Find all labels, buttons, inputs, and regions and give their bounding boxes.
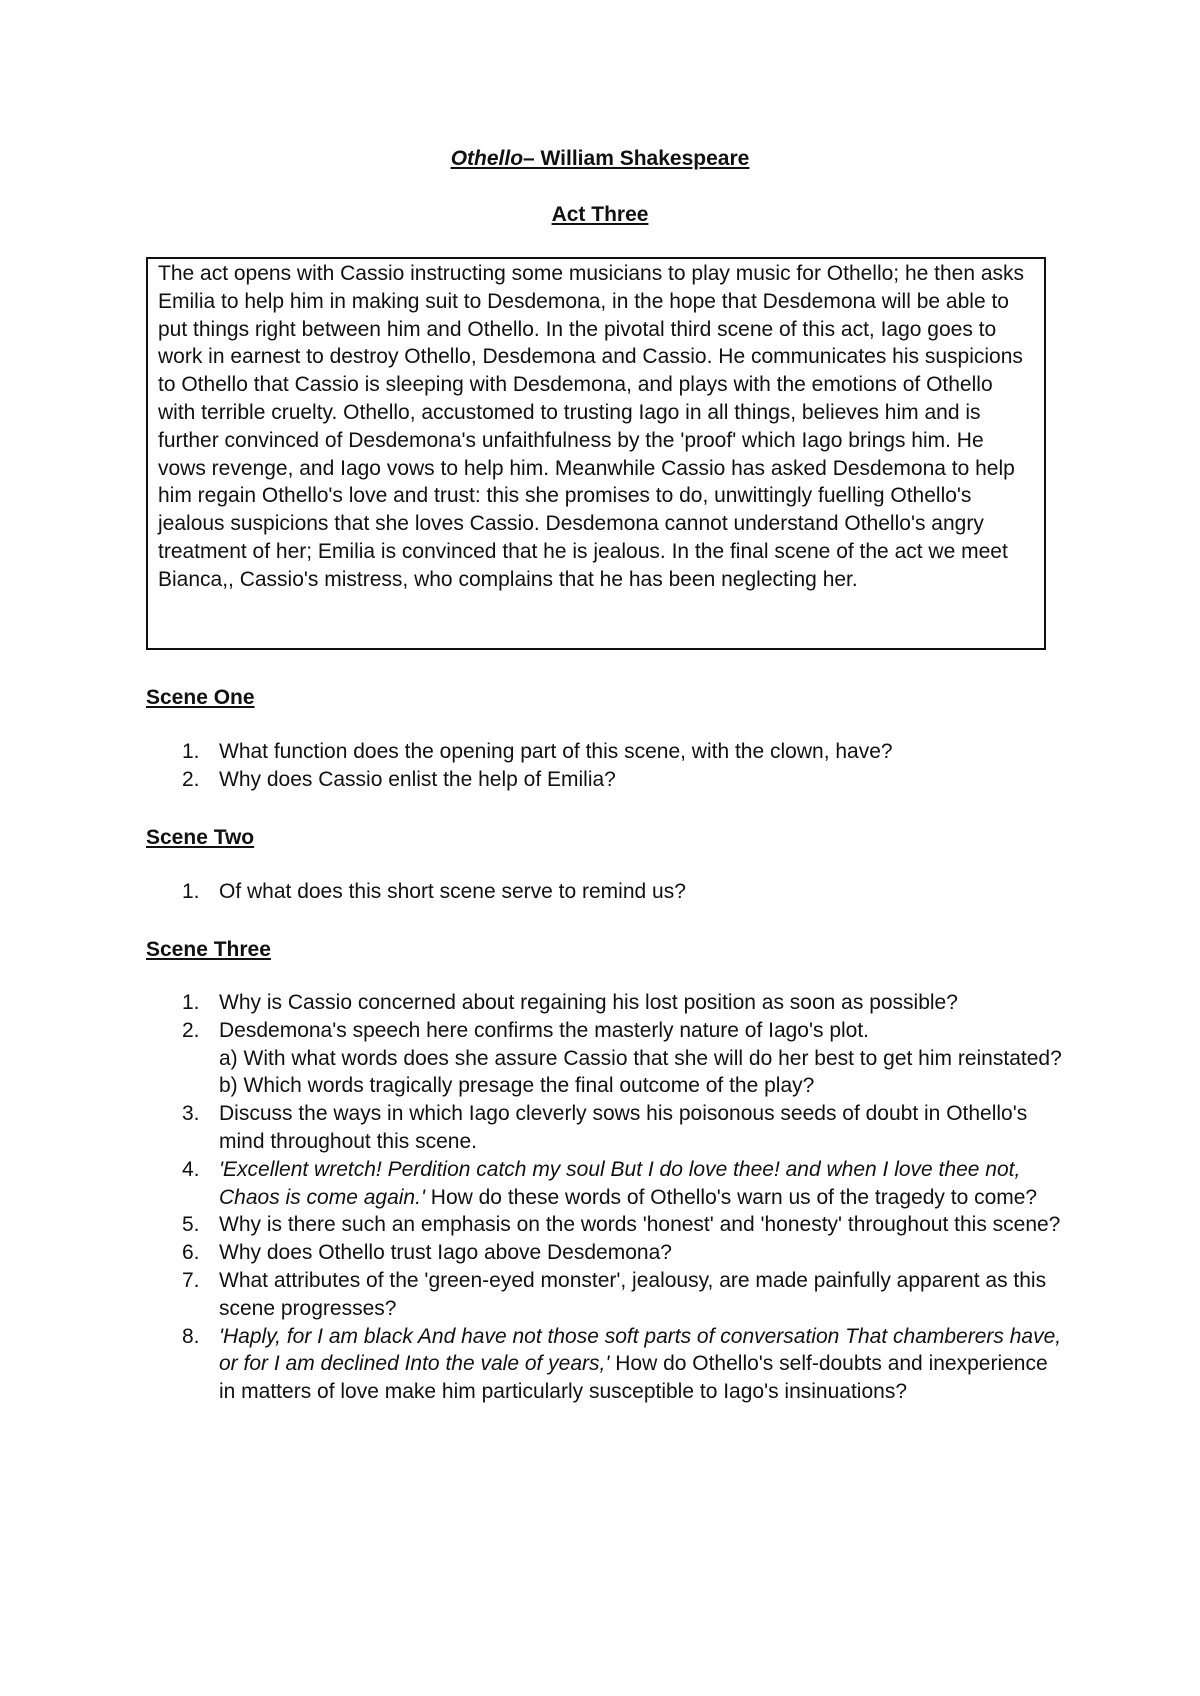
scene-one-heading: Scene One [146,686,255,709]
sub-question-b: b) Which words tragically presage the final outcome of the play? [219,1074,815,1098]
list-item: 4. 'Excellent wretch! Perdition catch my soul But I do love thee! and when I love thee not, Chaos is come again.' How do these words of Othello's warn us of the tragedy to come? [182,1157,1038,1209]
scene-two-heading: Scene Two [146,826,255,849]
scene-three-questions [146,989,1066,1406]
act-heading: Act Three [551,203,649,226]
scene-two-questions [146,878,1066,906]
quote: 'Excellent wretch! Perdition catch my soul But I do love thee! and when I love thee not, Chaos is come again.' [219,1157,1021,1209]
scene-three-heading: Scene Three [146,938,271,961]
list-item: 2. Desdemona's speech here confirms the masterly nature of Iago's plot. a) With what words does she assure Cassio that she will do her best to get him reinstated? b) Which words tragically presage the final outcome of the play? [146,1017,1066,1100]
list-item: 1. Why is Cassio concerned about regaining his lost position as soon as possible? [182,991,958,1014]
list-item: 6. Why does Othello trust Iago above Desdemona? [182,1241,672,1265]
title-play-name: Othello [450,147,524,170]
list-item: 8. 'Haply, for I am black And have not those soft parts of conversation That chamberers have, or for I am declined Into the vale of years,' How do Othello's self-doubts and inexperience in matters of love make him particularly susceptible to Iago's insinuations? [182,1324,1062,1404]
list-item: 1. What function does the opening part of this scene, with the clown, have? [182,740,893,763]
list-item: 3. Discuss the ways in which Iago cleverly sows his poisonous seeds of doubt in Othello's mind throughout this scene. [182,1102,1028,1153]
title-author: – William Shakespeare [523,147,750,170]
list-item: 5. Why is there such an emphasis on the words 'honest' and 'honesty' throughout this scene? [182,1213,1061,1237]
act-summary-box [146,257,1046,650]
quote: 'Haply, for I am black And have not those soft parts of conversation That chamberers have, or for I am declined Into the vale of years,' [219,1324,1062,1376]
list-item: 7. What attributes of the 'green-eyed monster', jealousy, are made painfully apparent as this scene progresses? [182,1268,1047,1320]
document-title [0,146,1200,172]
scene-one-questions [146,738,1066,794]
sub-question-a: a) With what words does she assure Cassio that she will do her best to get him reinstated? [219,1046,1062,1070]
list-item: 1. Of what does this short scene serve to remind us? [182,880,686,903]
list-item: 2. Why does Cassio enlist the help of Emilia? [182,767,616,791]
act-summary-text: The act opens with Cassio instructing some musicians to play music for Othello; he then asks Emilia to help him in making suit to Desdemona, in the hope that Desdemona will be able to put things right between him and Othello. In the pivotal third scene of this act, Iago goes to work in earnest to destroy Othello, Desdemona and Cassio. He communicates his suspicions to Othello that Cassio is sleeping with Desdemona, and plays with the emotions of Othello with terrible cruelty. Othello, accustomed to trusting Iago in all things, believes him and is further convinced of Desdemona's unfaithfulness by the 'proof' which Iago brings him. He vows revenge, and Iago vows to help him. Meanwhile Cassio has asked Desdemona to help him regain Othello's love and trust: this she promises to do, unwittingly fuelling Othello's jealous suspicions that she loves Cassio. Desdemona cannot understand Othello's angry treatment of her; Emilia is convinced that he is jealous. In the final scene of the act we meet Bianca,, Cassio's mistress, who complains that he has been neglecting her. [158,262,1025,591]
